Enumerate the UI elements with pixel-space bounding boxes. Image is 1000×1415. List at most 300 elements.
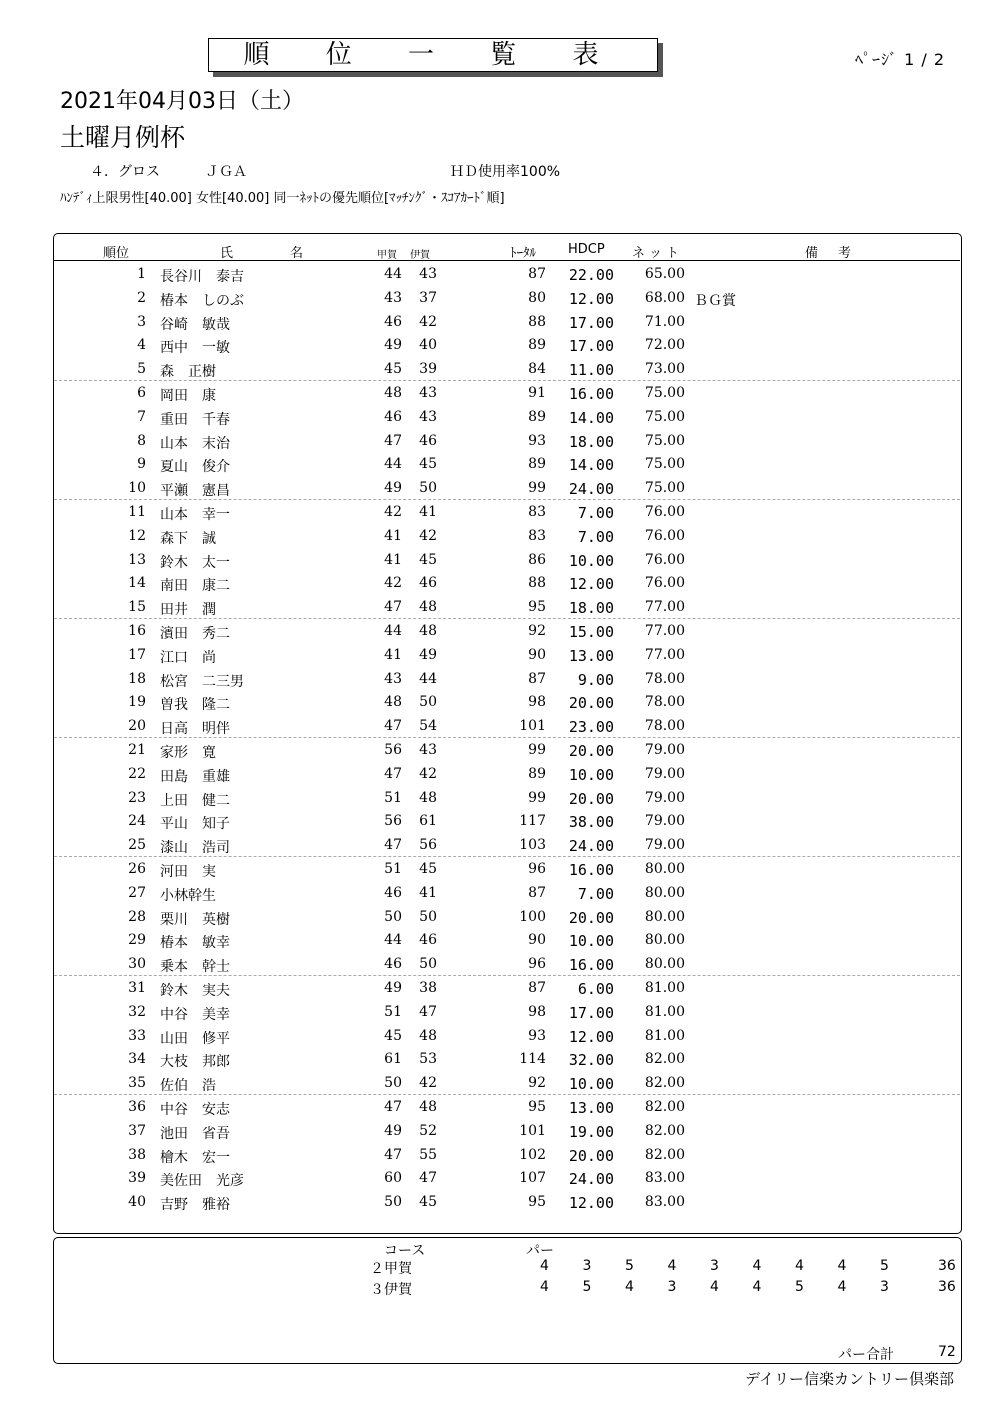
total-cell: 90	[528, 932, 546, 949]
col-header-name-left: 氏	[220, 246, 234, 261]
hdcp-cell: 10.00	[568, 1075, 614, 1094]
hole-par: 4	[540, 1279, 549, 1295]
hdcp-cell: 38.00	[568, 813, 614, 832]
total-cell: 87	[528, 980, 546, 996]
hdcp-cell: 14.00	[568, 408, 614, 427]
name-cell: 岡田 康	[160, 388, 216, 404]
total-cell: 95	[528, 599, 546, 616]
table-row	[54, 833, 960, 857]
hdcp-cell: 20.00	[568, 789, 614, 808]
hdcp-cell: 22.00	[568, 266, 614, 284]
net-cell: 77.00	[644, 623, 685, 639]
table-row	[54, 643, 960, 667]
total-cell: 117	[519, 813, 546, 830]
rank-cell: 38	[128, 1146, 146, 1163]
name-cell: 大枝 邦郎	[160, 1054, 230, 1071]
total-cell: 83	[528, 527, 546, 544]
rank-cell: 10	[128, 480, 146, 497]
out-score-cell: 44	[384, 623, 402, 639]
total-cell: 83	[528, 504, 546, 520]
total-cell: 86	[528, 551, 546, 568]
table-row	[54, 381, 960, 405]
in-score-cell: 52	[419, 1122, 437, 1139]
rank-cell: 35	[128, 1075, 146, 1092]
name-cell: 重田 千春	[160, 411, 230, 428]
hdcp-cell: 18.00	[568, 599, 614, 618]
table-row	[54, 1047, 960, 1071]
hole-par: 3	[710, 1258, 719, 1274]
club-name: デイリー信楽カントリー倶楽部	[745, 1370, 954, 1388]
out-score-cell: 50	[384, 1194, 402, 1211]
in-score-cell: 43	[419, 408, 437, 425]
name-cell: 平山 知子	[160, 816, 230, 833]
rank-cell: 14	[128, 575, 146, 592]
rank-cell: 28	[128, 908, 146, 925]
total-cell: 87	[528, 266, 546, 282]
hole-par: 5	[582, 1279, 592, 1295]
in-score-cell: 48	[419, 1099, 437, 1115]
hole-par: 5	[880, 1258, 889, 1274]
in-score-cell: 50	[419, 480, 437, 497]
name-cell: 田島 重雄	[160, 768, 230, 785]
net-cell: 68.00	[644, 289, 685, 306]
out-score-cell: 45	[384, 361, 402, 378]
rank-cell: 1	[137, 266, 146, 282]
hdcp-cell: 17.00	[568, 337, 614, 356]
rank-cell: 2	[137, 289, 146, 306]
out-score-cell: 42	[384, 504, 402, 520]
out-score-cell: 42	[384, 575, 402, 592]
in-score-cell: 48	[419, 789, 437, 806]
total-cell: 100	[519, 908, 546, 925]
name-cell: 中谷 安志	[160, 1102, 230, 1118]
hdcp-cell: 20.00	[568, 908, 614, 927]
in-score-cell: 46	[419, 575, 437, 592]
par-total-value: 72	[938, 1344, 956, 1360]
rank-cell: 25	[128, 837, 146, 854]
table-row	[54, 1071, 960, 1095]
name-cell: 栗川 英樹	[160, 911, 230, 928]
rank-cell: 16	[128, 623, 146, 639]
rank-cell: 32	[128, 1003, 146, 1020]
out-score-cell: 41	[384, 551, 402, 568]
header-divider	[54, 260, 960, 261]
table-row	[54, 1024, 960, 1048]
net-cell: 83.00	[644, 1194, 685, 1211]
hdcp-cell: 19.00	[568, 1122, 614, 1141]
rank-cell: 29	[128, 932, 146, 949]
table-row	[54, 762, 960, 786]
hdcp-cell: 16.00	[568, 385, 614, 403]
out-score-cell: 56	[384, 742, 402, 758]
net-cell: 73.00	[644, 361, 685, 378]
in-score-cell: 56	[419, 837, 437, 854]
total-cell: 99	[528, 480, 546, 497]
hole-par: 3	[582, 1258, 592, 1274]
total-cell: 98	[528, 694, 546, 711]
out-score-cell: 56	[384, 813, 402, 830]
out-score-cell: 41	[384, 527, 402, 544]
hole-par: 4	[752, 1279, 762, 1295]
par-label: パー	[526, 1243, 554, 1259]
rank-cell: 20	[128, 718, 146, 735]
total-cell: 92	[528, 623, 546, 639]
net-cell: 80.00	[644, 861, 685, 877]
hdcp-cell: 16.00	[568, 956, 614, 975]
in-score-cell: 48	[419, 599, 437, 616]
name-cell: 濱田 秀二	[160, 626, 230, 642]
name-cell: 山本 末治	[160, 435, 230, 452]
rank-cell: 33	[128, 1027, 146, 1044]
in-score-cell: 46	[419, 932, 437, 949]
rank-cell: 37	[128, 1122, 146, 1139]
in-score-cell: 45	[419, 456, 437, 473]
total-cell: 95	[528, 1194, 546, 1211]
net-cell: 82.00	[644, 1075, 685, 1092]
total-cell: 102	[519, 1146, 546, 1163]
name-cell: 小林幹生	[160, 887, 216, 904]
net-cell: 78.00	[644, 718, 685, 735]
net-cell: 80.00	[644, 884, 685, 901]
table-row	[54, 548, 960, 572]
net-cell: 82.00	[644, 1146, 685, 1163]
in-score-cell: 45	[419, 551, 437, 568]
name-cell: 平瀬 憲昌	[160, 483, 230, 500]
rank-cell: 36	[128, 1099, 146, 1115]
out-score-cell: 49	[384, 337, 402, 354]
name-cell: 南田 康二	[160, 578, 230, 595]
total-cell: 101	[519, 1122, 546, 1139]
in-score-cell: 40	[419, 337, 437, 354]
rank-cell: 12	[128, 527, 146, 544]
table-row	[54, 286, 960, 310]
table-row	[54, 976, 960, 1000]
table-row	[54, 905, 960, 929]
net-cell: 76.00	[644, 527, 685, 544]
in-score-cell: 41	[419, 504, 437, 520]
in-score-cell: 53	[419, 1051, 437, 1068]
hdcp-cell: 7.00	[577, 527, 614, 546]
table-row	[54, 1095, 960, 1119]
net-cell: 78.00	[644, 670, 685, 687]
net-cell: 83.00	[644, 1170, 685, 1187]
out-score-cell: 47	[384, 765, 402, 782]
hdcp-cell: 24.00	[568, 480, 614, 499]
net-cell: 81.00	[644, 980, 685, 996]
name-cell: 長谷川 泰吉	[160, 269, 244, 285]
in-score-cell: 47	[419, 1170, 437, 1187]
in-score-cell: 44	[419, 670, 437, 687]
hdcp-cell: 7.00	[577, 884, 614, 903]
rank-cell: 7	[137, 408, 146, 425]
rank-cell: 15	[128, 599, 146, 616]
hdcp-cell: 17.00	[568, 1003, 614, 1022]
rank-cell: 5	[137, 361, 146, 378]
table-row	[54, 1119, 960, 1143]
table-row	[54, 857, 960, 881]
name-cell: 山本 幸一	[160, 507, 230, 523]
net-cell: 80.00	[644, 932, 685, 949]
handicap-usage-rate: ＨＤ使用率100%	[450, 164, 561, 180]
total-cell: 101	[519, 718, 546, 735]
hdcp-cell: 14.00	[568, 456, 614, 475]
hdcp-cell: 10.00	[568, 932, 614, 951]
hdcp-cell: 23.00	[568, 718, 614, 737]
table-row	[54, 357, 960, 381]
in-score-cell: 43	[419, 385, 437, 401]
out-score-cell: 44	[384, 266, 402, 282]
hdcp-cell: 11.00	[568, 361, 614, 380]
net-cell: 79.00	[644, 765, 685, 782]
name-cell: 池田 省吾	[160, 1125, 230, 1142]
total-cell: 93	[528, 1027, 546, 1044]
hole-par: 4	[667, 1258, 677, 1274]
table-row	[54, 333, 960, 357]
name-cell: 檜木 宏一	[160, 1149, 230, 1166]
hole-par: 5	[625, 1258, 634, 1274]
name-cell: 椿本 敏幸	[160, 935, 230, 952]
hole-par: 4	[837, 1279, 847, 1295]
out-score-cell: 46	[384, 408, 402, 425]
net-cell: 75.00	[644, 408, 685, 425]
name-cell: 家形 寛	[160, 745, 216, 761]
name-cell: 上田 健二	[160, 792, 230, 809]
rank-cell: 4	[137, 337, 146, 354]
total-cell: 89	[528, 765, 546, 782]
hdcp-cell: 12.00	[568, 575, 614, 594]
course-par-total: 36	[938, 1279, 956, 1295]
table-row	[54, 714, 960, 738]
rank-cell: 39	[128, 1170, 146, 1187]
hole-par: 3	[880, 1279, 889, 1295]
name-cell: 美佐田 光彦	[160, 1173, 244, 1190]
in-score-cell: 50	[419, 908, 437, 925]
hdcp-cell: 7.00	[577, 504, 614, 522]
name-cell: 森下 誠	[160, 530, 216, 547]
rank-cell: 13	[128, 551, 146, 568]
in-score-cell: 42	[419, 765, 437, 782]
hdcp-cell: 24.00	[568, 1170, 614, 1189]
hdcp-cell: 32.00	[568, 1051, 614, 1070]
net-cell: 75.00	[644, 385, 685, 401]
in-score-cell: 39	[419, 361, 437, 378]
net-cell: 82.00	[644, 1051, 685, 1068]
net-cell: 81.00	[644, 1027, 685, 1044]
net-cell: 77.00	[644, 646, 685, 663]
name-cell: 田井 潤	[160, 602, 216, 619]
out-score-cell: 50	[384, 908, 402, 925]
in-score-cell: 42	[419, 527, 437, 544]
rank-cell: 9	[137, 456, 146, 473]
total-cell: 87	[528, 884, 546, 901]
rank-cell: 21	[128, 742, 146, 758]
name-cell: 吉野 雅裕	[160, 1197, 230, 1214]
out-score-cell: 48	[384, 385, 402, 401]
scoring-format: ４．グロス	[90, 164, 160, 180]
out-score-cell: 49	[384, 1122, 402, 1139]
total-cell: 93	[528, 432, 546, 449]
table-row	[54, 952, 960, 976]
out-score-cell: 47	[384, 837, 402, 854]
out-score-cell: 47	[384, 432, 402, 449]
out-score-cell: 44	[384, 456, 402, 473]
hdcp-cell: 18.00	[568, 432, 614, 451]
hdcp-cell: 15.00	[568, 623, 614, 641]
table-row	[54, 571, 960, 595]
page-number: ﾍﾟｰｼﾞ 1 / 2	[855, 50, 946, 69]
name-cell: 山田 修平	[160, 1030, 230, 1047]
table-row	[54, 738, 960, 762]
net-cell: 80.00	[644, 908, 685, 925]
out-score-cell: 47	[384, 1099, 402, 1115]
total-cell: 99	[528, 789, 546, 806]
in-score-cell: 45	[419, 861, 437, 877]
rank-cell: 34	[128, 1051, 146, 1068]
in-score-cell: 50	[419, 694, 437, 711]
rank-cell: 17	[128, 646, 146, 663]
out-score-cell: 46	[384, 313, 402, 330]
table-row	[54, 405, 960, 429]
total-cell: 91	[528, 385, 546, 401]
hdcp-cell: 16.00	[568, 861, 614, 879]
table-row	[54, 786, 960, 810]
hdcp-cell: 9.00	[577, 670, 614, 689]
name-cell: 佐伯 浩	[160, 1078, 216, 1095]
in-score-cell: 55	[419, 1146, 437, 1163]
in-score-cell: 54	[419, 718, 437, 735]
hdcp-cell: 20.00	[568, 742, 614, 760]
table-row	[54, 429, 960, 453]
page-title: 順 位 一 覧 表	[208, 38, 658, 72]
total-cell: 89	[528, 456, 546, 473]
in-score-cell: 42	[419, 1075, 437, 1092]
name-cell: 椿本 しのぶ	[160, 292, 244, 309]
out-score-cell: 61	[384, 1051, 402, 1068]
out-score-cell: 43	[384, 670, 402, 687]
in-score-cell: 45	[419, 1194, 437, 1211]
total-cell: 96	[528, 861, 546, 877]
net-cell: 76.00	[644, 551, 685, 568]
total-cell: 90	[528, 646, 546, 663]
rank-cell: 26	[128, 861, 146, 877]
total-cell: 96	[528, 956, 546, 973]
net-cell: 79.00	[644, 837, 685, 854]
out-score-cell: 44	[384, 932, 402, 949]
rank-cell: 30	[128, 956, 146, 973]
table-row	[54, 524, 960, 548]
out-score-cell: 48	[384, 694, 402, 711]
rank-cell: 31	[128, 980, 146, 996]
total-cell: 89	[528, 408, 546, 425]
col-header-total: ﾄｰﾀﾙ	[510, 246, 536, 261]
association: ＪＧＡ	[205, 164, 247, 180]
hdcp-cell: 12.00	[568, 1194, 614, 1213]
out-score-cell: 50	[384, 1075, 402, 1092]
table-row	[54, 500, 960, 524]
col-header-name-right: 名	[290, 246, 304, 261]
name-cell: 森 正樹	[160, 364, 216, 381]
in-score-cell: 46	[419, 432, 437, 449]
table-row	[54, 1190, 960, 1214]
name-cell: 松宮 二三男	[160, 673, 244, 690]
table-row	[54, 262, 960, 286]
name-cell: 西中 一敏	[160, 340, 230, 357]
name-cell: 鈴木 太一	[160, 554, 230, 571]
table-row	[54, 1166, 960, 1190]
net-cell: 76.00	[644, 504, 685, 520]
total-cell: 88	[528, 575, 546, 592]
net-cell: 82.00	[644, 1099, 685, 1115]
hdcp-cell: 10.00	[568, 765, 614, 784]
total-cell: 95	[528, 1099, 546, 1115]
course-par-box	[53, 1237, 962, 1364]
total-cell: 89	[528, 337, 546, 354]
name-cell: 中谷 美幸	[160, 1006, 230, 1023]
out-score-cell: 47	[384, 718, 402, 735]
name-cell: 夏山 俊介	[160, 459, 230, 476]
net-cell: 65.00	[644, 266, 685, 282]
total-cell: 92	[528, 1075, 546, 1092]
hdcp-cell: 12.00	[568, 1027, 614, 1046]
name-cell: 谷崎 敏哉	[160, 316, 230, 333]
total-cell: 87	[528, 670, 546, 687]
handicap-note: ﾊﾝﾃﾞｨ上限男性[40.00] 女性[40.00] 同一ﾈｯﾄの優先順位[ﾏｯﾁﾝｸﾞ・ｽｺｱｶｰﾄﾞ順]	[60, 191, 505, 206]
out-score-cell: 49	[384, 480, 402, 497]
table-row	[54, 619, 960, 643]
in-score-cell: 42	[419, 313, 437, 330]
out-score-cell: 51	[384, 861, 402, 877]
rank-cell: 27	[128, 884, 146, 901]
net-cell: 75.00	[644, 456, 685, 473]
net-cell: 75.00	[644, 480, 685, 497]
total-cell: 114	[519, 1051, 546, 1068]
net-cell: 79.00	[644, 742, 685, 758]
net-cell: 82.00	[644, 1122, 685, 1139]
table-row	[54, 667, 960, 691]
total-cell: 88	[528, 313, 546, 330]
hdcp-cell: 12.00	[568, 289, 614, 308]
out-score-cell: 43	[384, 289, 402, 306]
hole-par: 4	[837, 1258, 847, 1274]
name-cell: 河田 実	[160, 864, 216, 880]
hole-par: 4	[710, 1279, 719, 1295]
total-cell: 107	[519, 1170, 546, 1187]
col-header-net: ネット	[632, 246, 684, 261]
rank-cell: 19	[128, 694, 146, 711]
out-score-cell: 45	[384, 1027, 402, 1044]
total-cell: 84	[528, 361, 546, 378]
table-row	[54, 809, 960, 833]
net-cell: 71.00	[644, 313, 685, 330]
out-score-cell: 60	[384, 1170, 402, 1187]
rank-cell: 6	[137, 385, 146, 401]
course-label: コース	[384, 1243, 426, 1259]
hole-par: 4	[625, 1279, 634, 1295]
in-score-cell: 41	[419, 884, 437, 901]
table-row	[54, 476, 960, 500]
in-score-cell: 38	[419, 980, 437, 996]
name-cell: 漆山 浩司	[160, 840, 230, 857]
col-header-remarks-right: 考	[838, 246, 852, 261]
competition-name: 土曜月例杯	[60, 123, 186, 152]
col-header-remarks-left: 備	[805, 246, 819, 261]
rank-cell: 22	[128, 765, 146, 782]
rank-cell: 40	[128, 1194, 146, 1211]
out-score-cell: 46	[384, 956, 402, 973]
table-row	[54, 310, 960, 334]
rank-cell: 8	[137, 432, 146, 449]
in-score-cell: 37	[419, 289, 437, 306]
